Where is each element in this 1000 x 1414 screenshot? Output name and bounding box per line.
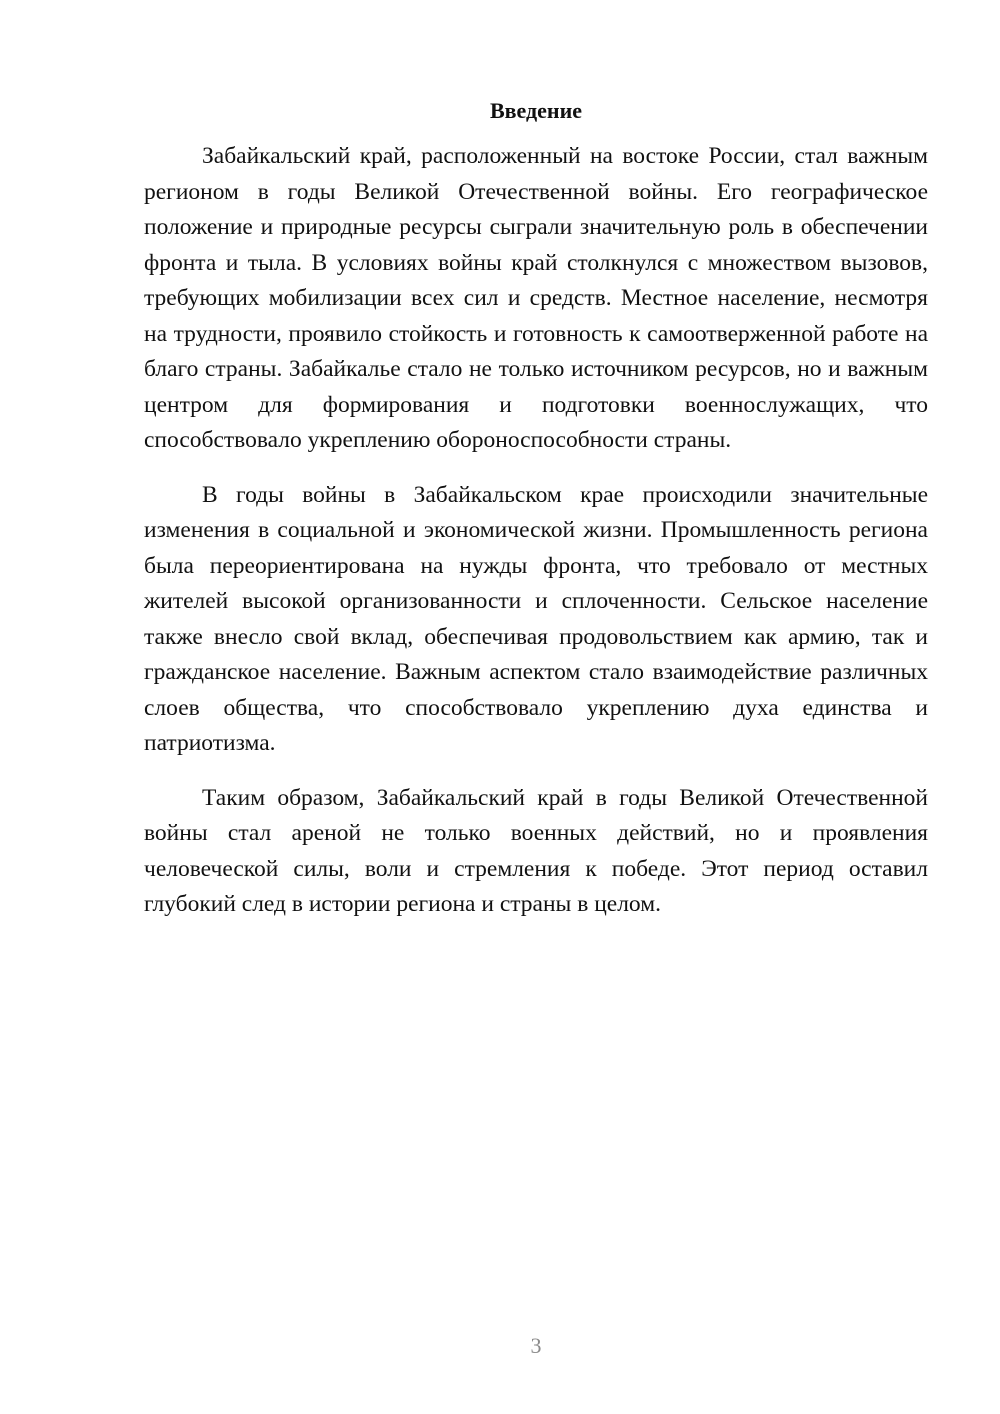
section-heading: Введение — [489, 98, 583, 123]
paragraph-1: Забайкальский край, расположенный на востоке России, стал важным регионом в годы Великой Отечественной войны. Его географическое положение и природные ресурсы сыграли значительную роль в обеспечении фронта и тыла. В условиях войны край столкнулся с множеством вызовов, требующих мобилизации всех сил и средств. Местное население, несмотря на трудности, проявило стойкость и готовность к самоотверженной работе на благо страны. Забайкалье стало не только источником ресурсов, но и важным центром для формирования и подготовки военнослужащих, что способствовало укреплению обороноспособности страны. — [144, 143, 928, 453]
page-number: 3 — [530, 1333, 542, 1358]
paragraph-2: В годы войны в Забайкальском крае происходили значительные изменения в социальной и экономической жизни. Промышленность региона была переориентирована на нужды фронта, что требовало от местных жителей высокой организованности и сплоченности. Сельское население также внесло свой вклад, обеспечивая продовольствием как армию, так и гражданское население. Важным аспектом стало взаимодействие различных слоев общества, что способствовало укреплению духа единства и патриотизма. — [144, 481, 928, 756]
paragraph-3: Таким образом, Забайкальский край в годы Великой Отечественной войны стал ареной не только военных действий, но и проявления человеческой силы, воли и стремления к победе. Этот период оставил глубокий след в истории региона и страны в целом. — [144, 784, 928, 917]
page-body — [144, 95, 928, 942]
